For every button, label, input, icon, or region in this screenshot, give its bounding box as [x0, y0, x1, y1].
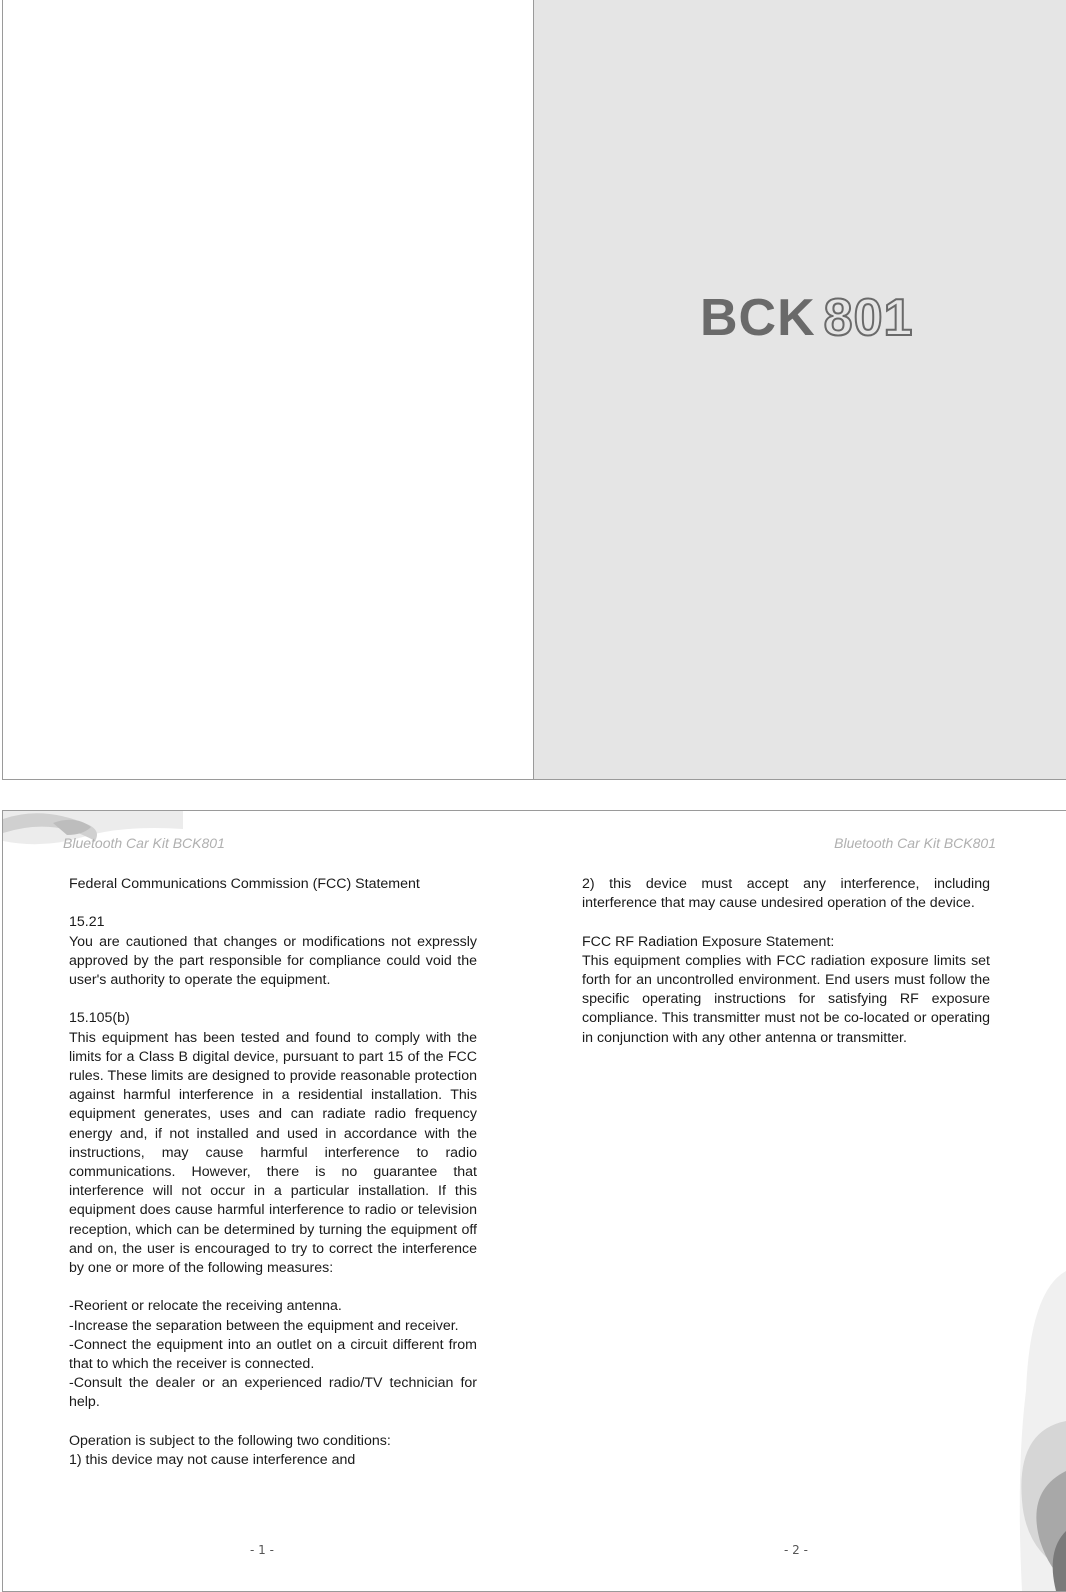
rf-exposure-body: This equipment complies with FCC radiation exposure limits set forth for an uncontrolled environment. End users must follow the specific operating instructions for satisfying RF exposure compliance. This transmitter must not be co-located or operating in conjunction with any other antenna or transmitter.: [582, 952, 990, 1046]
section-15-105b-heading: 15.105(b): [69, 1010, 130, 1027]
running-head-right: Bluetooth Car Kit BCK801: [834, 835, 996, 851]
page-number-2: - 2 -: [784, 1543, 808, 1557]
measure-item: -Reorient or relocate the receiving antenna.: [69, 1298, 342, 1315]
running-head-left: Bluetooth Car Kit BCK801: [63, 835, 225, 851]
section-15-105b-body: This equipment has been tested and found to comply with the limits for a Class B digital device, pursuant to part 15 of the FCC rules. These limits are designed to provide reasonable protection against harmful interference in a residential installation. This equipment generates, uses and can radiate radio frequency energy and, if not installed and used in accordance with the instructions, may cause harmful interference to radio communications. However, there is no guarantee that interference will not occur in a particular installation. If this equipment does cause harmful interference to radio or television reception, which can be determined by turning the equipment off and on, the user is encouraged to try to correct the interference by one or more of the following measures:: [69, 1029, 477, 1277]
measure-item: -Increase the separation between the equipment and receiver.: [69, 1317, 459, 1334]
bck801-logo: [700, 288, 914, 348]
front-cover: [534, 0, 1066, 780]
measure-item: -Consult the dealer or an experienced radio/TV technician for help.: [69, 1375, 477, 1411]
rf-exposure-heading: FCC RF Radiation Exposure Statement:: [582, 933, 835, 950]
page-2-content: [582, 875, 990, 1048]
page-1-content: [69, 875, 477, 1470]
condition-2: 2) this device must accept any interference, including interference that may cause undesired operation of the device.: [582, 876, 990, 912]
section-15-21-heading: 15.21: [69, 914, 105, 931]
condition-1: 1) this device may not cause interference and: [69, 1452, 356, 1469]
fcc-statement-title: Federal Communications Commission (FCC) Statement: [69, 876, 420, 892]
logo-outline-text: 801: [823, 289, 914, 347]
blank-inside-cover: [2, 0, 534, 780]
logo-solid-text: BCK: [700, 289, 816, 347]
conditions-intro: Operation is subject to the following two conditions:: [69, 1432, 391, 1449]
page-number-1: - 1 -: [250, 1543, 274, 1557]
section-15-21-body: You are cautioned that changes or modifications not expressly approved by the part responsible for compliance could void the user's authority to operate the equipment.: [69, 933, 477, 988]
measure-item: -Connect the equipment into an outlet on a circuit different from that to which the receiver is connected.: [69, 1336, 477, 1373]
manual-spread: [2, 810, 1066, 1592]
corner-swirl-decoration: [1016, 1271, 1066, 1591]
